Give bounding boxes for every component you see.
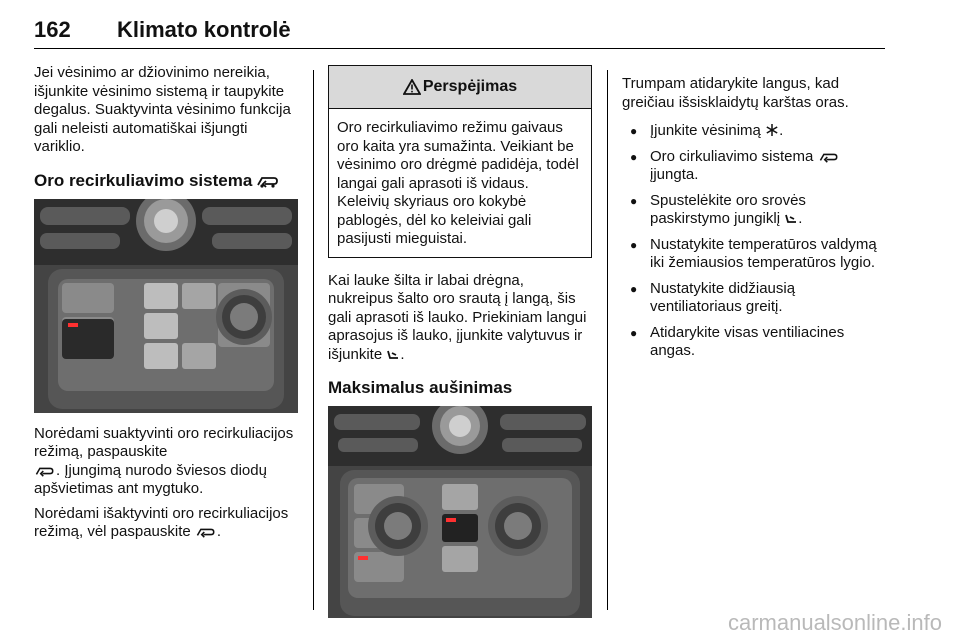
column-divider (607, 70, 608, 610)
climate-panel-image-1 (34, 199, 298, 413)
deactivate-text-a: Norėdami išaktyvinti oro recirkuliacijos režimą, vėl paspauskite (34, 504, 289, 540)
column-3 (622, 75, 877, 368)
list-item: ● Atidarykite visas ventiliacines angas. (622, 324, 877, 361)
watermark: carmanualsonline.info (727, 610, 942, 635)
intro-paragraph: Jei vėsinimo ar džiovinimo nereikia, išjunkite vėsinimo sistemą ir taupykite degalus. Suaktyvinta vėsinimo funkcija gali neleisti automatiškai išjungti variklio. (34, 64, 291, 155)
warning-box (328, 65, 592, 258)
humid-paragraph (328, 272, 592, 365)
step-text: Spustelėkite oro srovės paskirstymo jungiklį (650, 191, 806, 227)
recirc-heading-text: Oro recirkuliavimo sistema (34, 170, 253, 190)
warning-header (329, 66, 591, 109)
list-item (622, 148, 877, 185)
recirculation-icon (818, 151, 840, 163)
step-text-end: . (798, 210, 803, 227)
activate-text-b: . Įjungimą nurodo šviesos diodų apšvietimas ant mygtuko. (34, 461, 267, 497)
column-1 (34, 64, 298, 542)
list-item: ● Nustatykite didžiausią ventiliatoriaus greitį. (622, 280, 877, 317)
climate-panel-image-2 (328, 406, 592, 618)
activate-paragraph (34, 425, 298, 499)
list-item: ● Nustatykite temperatūros valdymą iki žemiausios temperatūros lygio. (622, 236, 877, 273)
step-text: Įjunkite vėsinimą (650, 122, 761, 139)
page-title: Klimato kontrolė (117, 17, 291, 42)
header-rule (34, 48, 885, 49)
page-header (34, 17, 885, 47)
step-text-end: . (779, 122, 784, 139)
list-item (622, 122, 877, 141)
step-text: Oro cirkuliavimo sistema (650, 147, 814, 165)
recirculation-icon (256, 174, 280, 188)
max-cooling-steps (622, 122, 877, 361)
air-distribution-icon (784, 213, 798, 225)
recirculation-icon (195, 526, 217, 538)
column-2 (328, 64, 592, 618)
warning-text: Oro recirkuliavimo režimu gaivaus oro kaita yra sumažinta. Veikiant be vėsinimo oro drėgmė padidėja, todėl langai gali aprasoti iš vidaus. Keleivių skyriaus oro kokybė pablogės, dėl ko keleiviai gali pasijusti mieguistai. (337, 119, 579, 247)
humid-text-b: . (400, 345, 405, 363)
deactivate-text-b: . (216, 523, 222, 540)
deactivate-paragraph (34, 505, 298, 542)
air-distribution-icon (386, 349, 400, 361)
warning-title: Perspėjimas (422, 78, 518, 95)
max-cooling-heading: Maksimalus aušinimas (328, 378, 513, 397)
page-number: 162 (34, 17, 71, 42)
max-cooling-intro: Trumpam atidarykite langus, kad greičiau išsisklaidytų karštas oras. (622, 75, 849, 111)
column-divider (313, 70, 314, 610)
activate-text-a: Norėdami suaktyvinti oro recirkuliacijos režimą, paspauskite (34, 424, 294, 460)
recirculation-icon (34, 465, 56, 477)
snowflake-icon (765, 123, 779, 137)
step-text-end: įjungta. (650, 166, 699, 183)
list-item (622, 192, 877, 229)
humid-text-a: Kai lauke šilta ir labai drėgna, nukreipus šalto oro srautą į langą, šis gali aprasoti iš lauko. Priekiniam langui aprasojus iš lauko, įjunkite valytuvus ir išjunkite (328, 271, 587, 363)
warning-triangle-icon (403, 79, 421, 95)
warning-body (329, 109, 591, 257)
recirc-heading (34, 171, 298, 191)
